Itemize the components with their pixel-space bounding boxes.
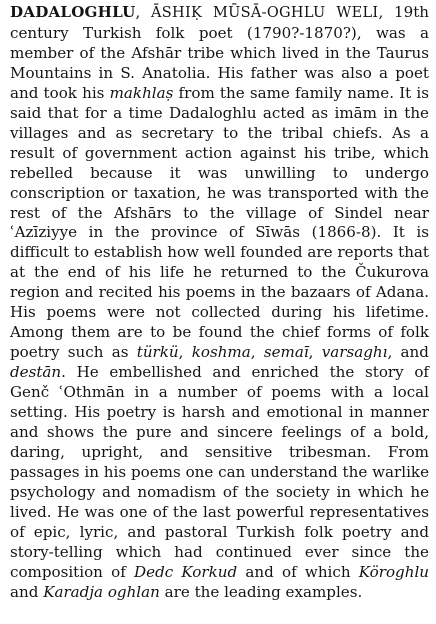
article-paragraph [10, 3, 429, 603]
term-koshma: koshma [191, 343, 251, 362]
text-sep-3: , [308, 343, 322, 362]
term-destan: destān [10, 363, 62, 382]
term-turku: türkü [136, 343, 179, 362]
text-run-8: are the leading examples. [159, 582, 363, 601]
text-run-1: , 19th century Turkish folk poet (1790?-1870?), was a member of the [10, 3, 429, 62]
text-sep-1: , [178, 343, 192, 362]
term-afshars: Afshārs [113, 203, 172, 222]
text-separator: , [135, 3, 152, 21]
title-karadja-oghlan: Karadja oghlan [43, 582, 160, 601]
text-run-7: and [10, 582, 44, 601]
headword: DADALOGHLU [10, 3, 136, 21]
title-koroghlu: Köroghlu [358, 562, 429, 581]
term-semai: semaī [263, 343, 309, 362]
text-run-4: to the village of Sindel near ʿAzīziyye in the province of Sīwās (1866-8). It is difficult to establish how well founded are reports that at the end of his life he returned to the Čukurova region and recited his poems in the bazaars of Adana. His poems were not collected during his lifetime. Among them are to be found the chief forms of folk poetry such as [10, 203, 429, 362]
text-run-5: . He embellished and enriched the story of Genč ʿOthmān in a number of poems with a local setting. His poetry is harsh and emotional in manner and shows the pure and sincere feelings of a bold, daring, upright, and sensitive tribesman. From passages in his poems one can understand the warlike psychology and nomadism of the society in which he lived. He was one of the last powerful representatives of epic, lyric, and pastoral Turkish folk poetry and story-telling which had continued ever since the composition of [10, 363, 429, 581]
term-afshar: Afshār [131, 43, 182, 62]
headword-alternate-name: ĀSHIḲ MŪSĀ-OGHLU WELI [151, 5, 379, 21]
text-run-6: and of which [237, 562, 359, 581]
term-makhlas: makhlaṣ [109, 83, 174, 102]
text-run-3: from the same family name. It is said that for a time Dadaloghlu acted as imām in the villages and as secretary to the tribal chiefs. As a result of government action against his tribe, which rebelled because it was unwilling to undergo conscription or taxation, he was transported with the rest of the [10, 83, 429, 222]
title-dede-korkud: Dedc Korkud [134, 562, 238, 581]
text-sep-4: , and [387, 343, 429, 362]
text-run-2: tribe which lived in the Taurus Mountains in S. Anatolia. His father was also a poet and took his [10, 43, 429, 102]
term-varsaghi: varsaghı [321, 343, 388, 362]
text-sep-2: , [250, 343, 264, 362]
